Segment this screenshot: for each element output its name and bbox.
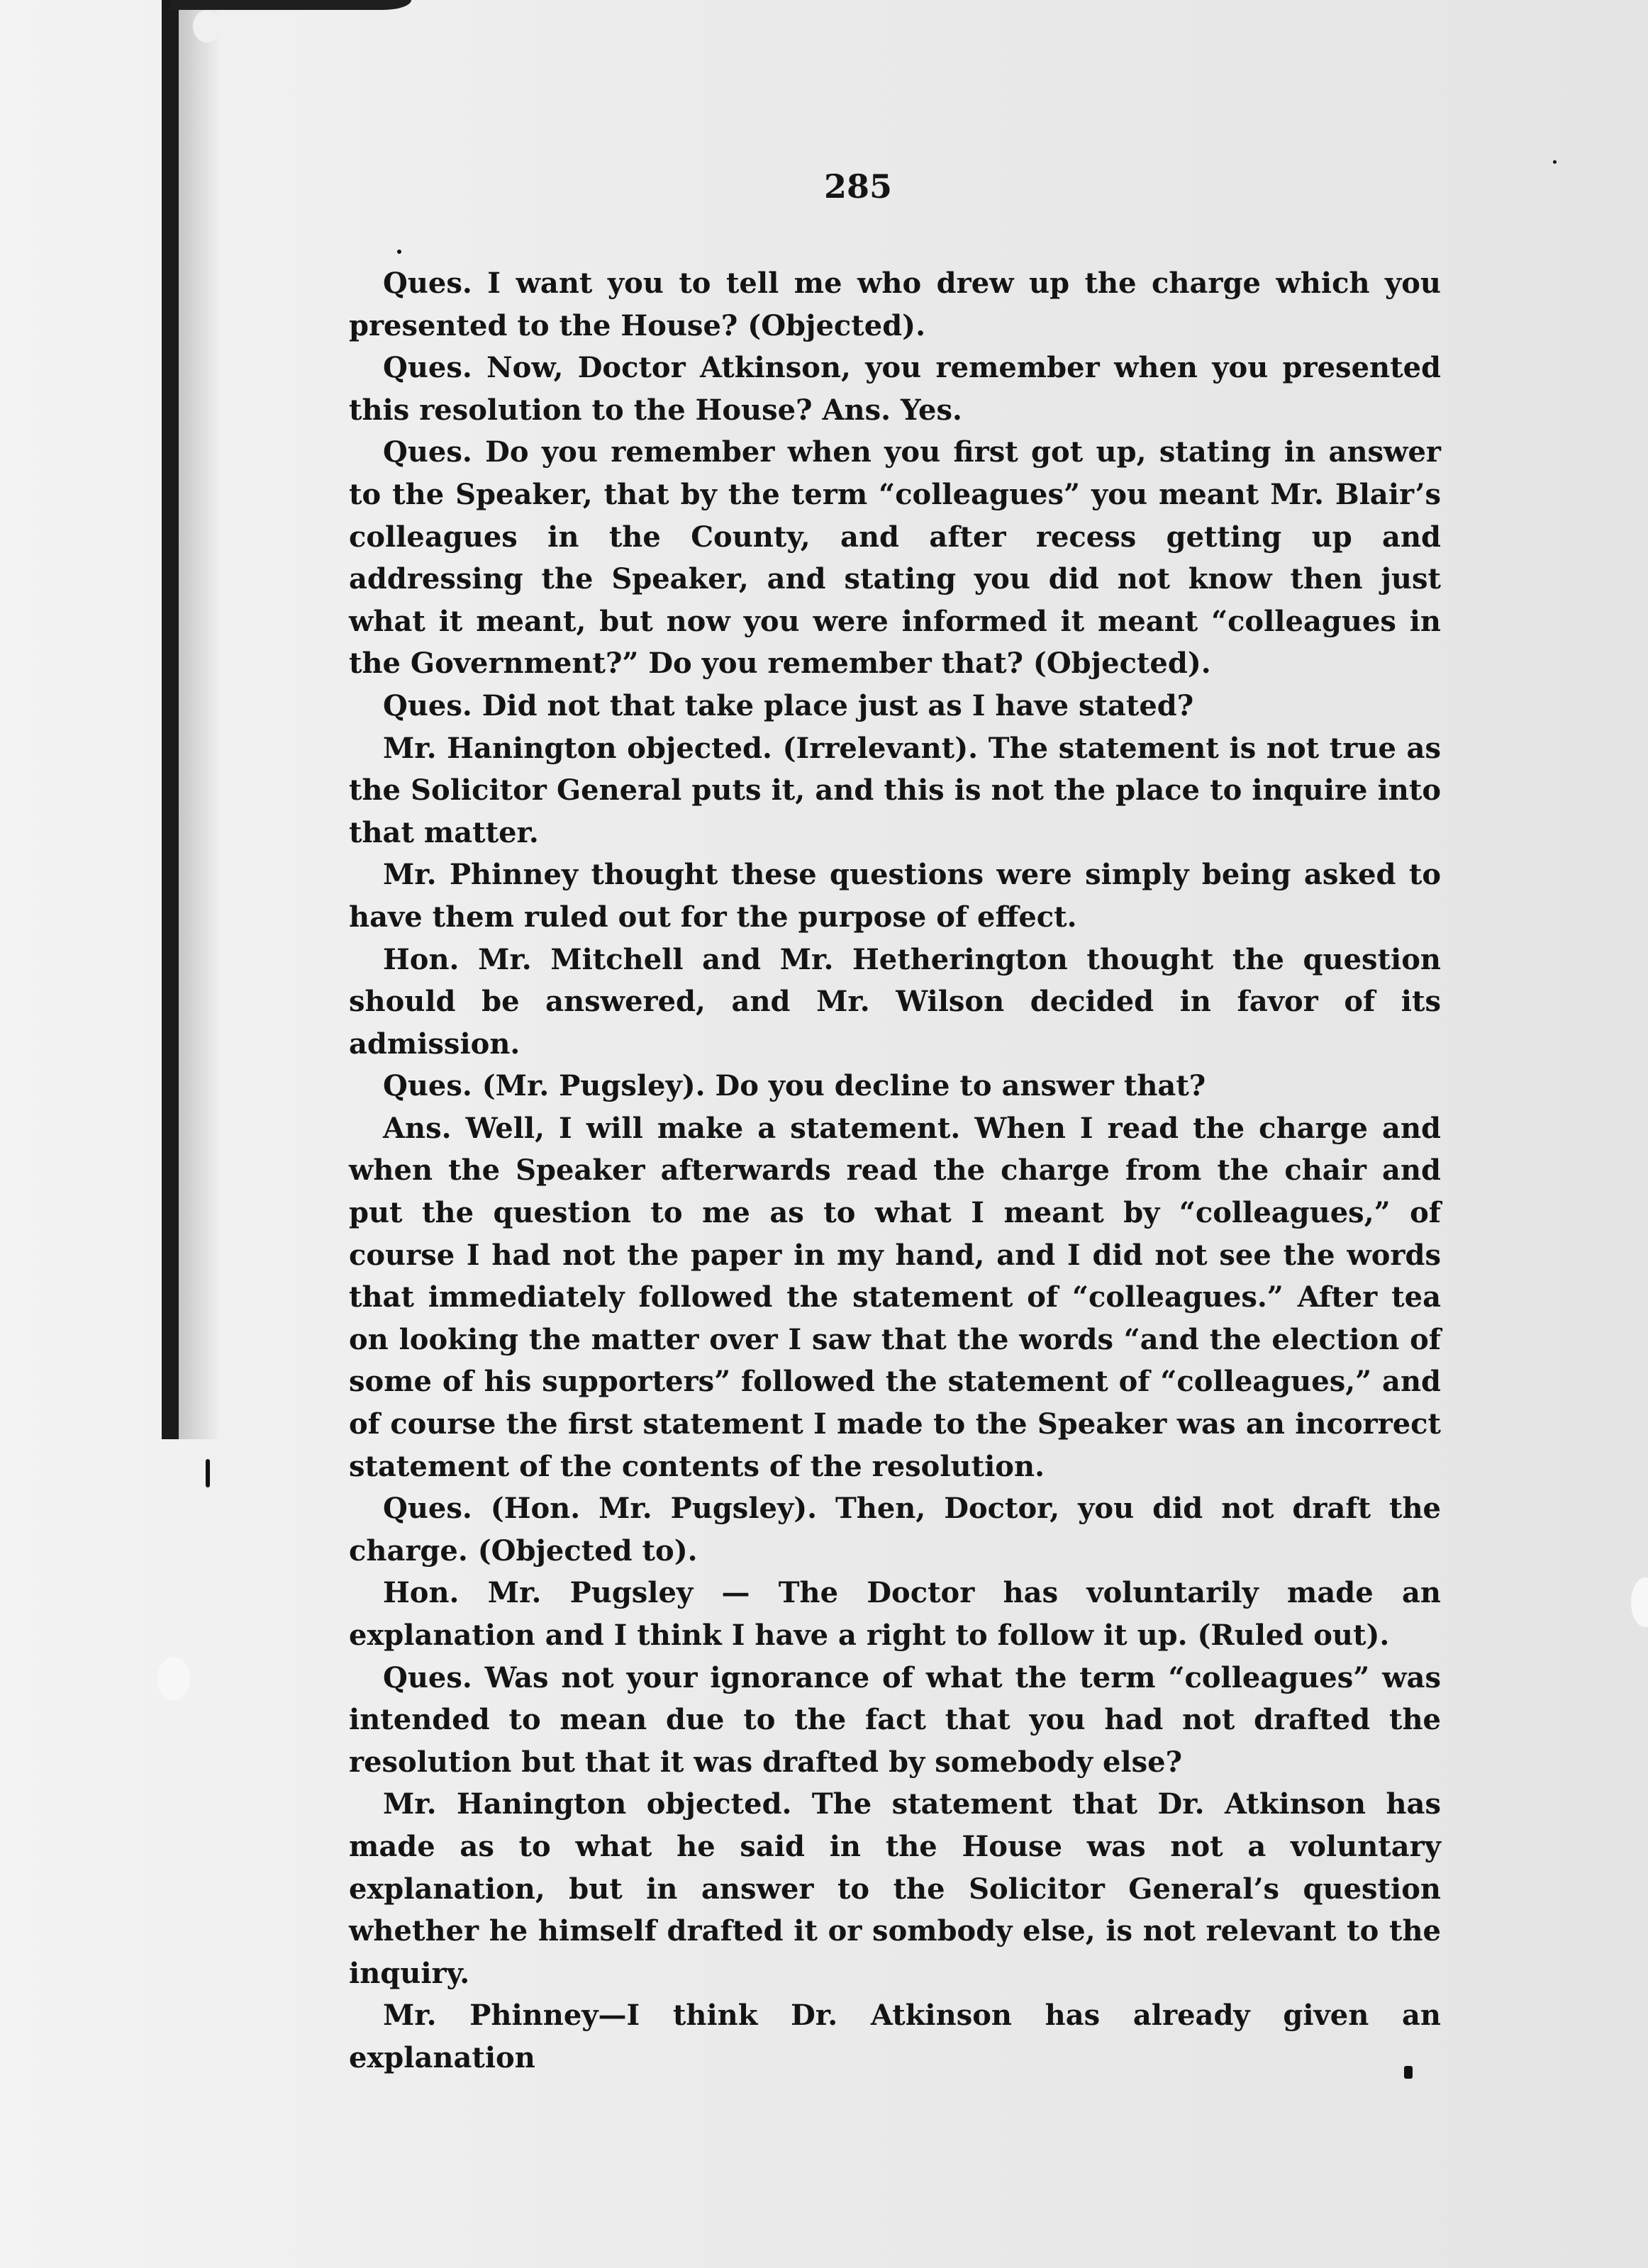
punch-hole <box>193 10 221 43</box>
page-number: 285 <box>823 167 893 206</box>
paragraph: Mr. Phinney—I think Dr. Atkinson has already given an explanation <box>349 1999 1441 2074</box>
paragraph: Mr. Hanington objected. The statement that Dr. Atkinson has made as to what he said in the House was not a voluntary explanation, but in answer to the Solicitor General’s question whether he himself drafted it or sombody else, is not relevant to the inquiry. <box>349 1787 1441 1990</box>
paragraph: Mr. Hanington objected. (Irrelevant). The statement is not true as the Solicitor General puts it, and this is not the place to inquire into that matter. <box>349 731 1441 849</box>
paragraph: Ques. Did not that take place just as I have stated? <box>383 688 1194 722</box>
paragraph: Ques. Do you remember when you first got up, stating in answer to the Speaker, that by the term “colleagues” you meant Mr. Blair’s colleagues in the County, and after recess getting up and addressing the Speaker, and stating you did not know then just what it meant, but now you were informed it meant “colleagues in the Government?” Do you remember that? (Objected). <box>349 435 1441 681</box>
paragraph: Ques. Now, Doctor Atkinson, you remember when you presented this resolution to the House? Ans. Yes. <box>349 351 1441 427</box>
paragraph: Ques. Was not your ignorance of what the term “colleagues” was intended to mean due to the fact that you had not drafted the resolution but that it was drafted by somebody else? <box>349 1660 1441 1779</box>
binding-top-edge <box>170 0 411 10</box>
punch-hole <box>1631 1577 1648 1627</box>
paragraph: Hon. Mr. Mitchell and Mr. Hetherington thought the question should be answered, and Mr. Wilson decided in favor of its admission. <box>349 942 1441 1061</box>
body-text <box>349 262 1441 2079</box>
ink-speck <box>1553 160 1557 164</box>
paragraph: Ques. (Mr. Pugsley). Do you decline to answer that? <box>383 1069 1206 1103</box>
paragraph: Ans. Well, I will make a statement. When I read the charge and when the Speaker afterwards read the charge from the chair and put the question to me as to what I meant by “colleagues,” of course I had not the paper in my hand, and I did not see the words that immediately followed the statement of “colleagues.” After tea on looking the matter over I saw that the words “and the election of some of his supporters” followed the statement of “colleagues,” and of course the first statement I made to the Speaker was an incorrect statement of the contents of the resolution. <box>349 1111 1441 1483</box>
ink-speck <box>206 1459 210 1487</box>
binding-shadow <box>179 0 221 1439</box>
paragraph: Hon. Mr. Pugsley — The Doctor has voluntarily made an explanation and I think I have a right to follow it up. (Ruled out). <box>349 1576 1441 1652</box>
binding-spine <box>162 0 179 1439</box>
ink-speck <box>397 250 401 254</box>
punch-hole <box>157 1657 190 1701</box>
paragraph: Mr. Phinney thought these questions were simply being asked to have them ruled out for the purpose of effect. <box>349 858 1441 934</box>
paragraph: Ques. (Hon. Mr. Pugsley). Then, Doctor, you did not draft the charge. (Objected to). <box>349 1492 1441 1568</box>
paragraph: Ques. I want you to tell me who drew up the charge which you presented to the House? (Objected). <box>349 267 1441 342</box>
